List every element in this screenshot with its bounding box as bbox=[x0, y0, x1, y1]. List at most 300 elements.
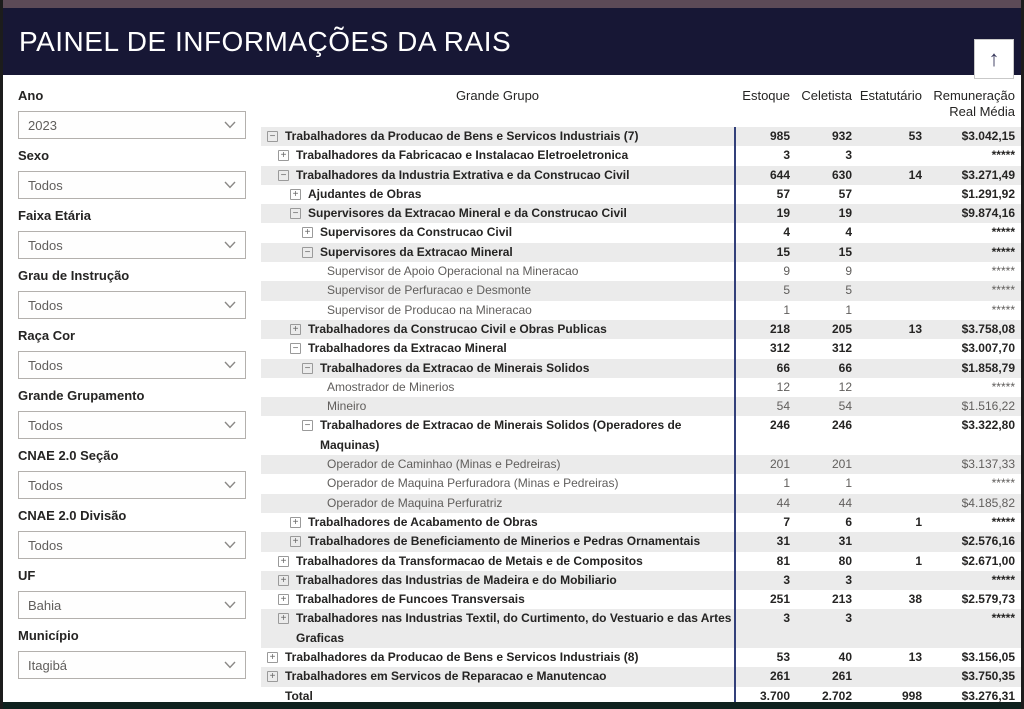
estoque-value: 261 bbox=[769, 669, 790, 684]
expand-icon[interactable]: + bbox=[302, 227, 313, 238]
row-values bbox=[734, 609, 1021, 648]
estatutario-value bbox=[852, 146, 922, 165]
row-label-cell bbox=[261, 513, 734, 532]
dropdown-selected-value: Todos bbox=[28, 417, 63, 433]
estatutario-value bbox=[852, 223, 922, 242]
estoque-value: 3.700 bbox=[759, 688, 790, 702]
row-label: Trabalhadores de Funcoes Transversais bbox=[296, 592, 525, 607]
row-values bbox=[734, 513, 1021, 532]
row-label-cell bbox=[261, 494, 734, 513]
celetista-value: 3 bbox=[845, 611, 852, 626]
celetista-value: 57 bbox=[838, 186, 852, 201]
table-row[interactable] bbox=[261, 339, 1021, 358]
scroll-to-top-button[interactable] bbox=[974, 39, 1014, 79]
table-row[interactable] bbox=[261, 590, 1021, 609]
filter-group-grau-de-instrucao bbox=[18, 268, 261, 319]
estatutario-value bbox=[852, 281, 922, 300]
estatutario-value bbox=[852, 262, 922, 281]
estoque-value: 66 bbox=[776, 360, 790, 375]
column-header-celetista[interactable]: Celetista bbox=[801, 88, 852, 103]
row-label-cell bbox=[261, 648, 734, 667]
filter-label-grande-grupamento: Grande Grupamento bbox=[18, 388, 145, 403]
grande-grupamento-dropdown[interactable] bbox=[18, 411, 246, 439]
remuneracao-value: $3.276,31 bbox=[961, 688, 1015, 702]
estatutario-value: 13 bbox=[908, 650, 922, 665]
table-row[interactable] bbox=[261, 494, 1021, 513]
dropdown-selected-value: Bahia bbox=[28, 597, 62, 613]
celetista-value: 66 bbox=[838, 360, 852, 375]
dropdown-selected-value: Todos bbox=[28, 177, 63, 193]
table-row[interactable] bbox=[261, 185, 1021, 204]
celetista-value: 3 bbox=[845, 148, 852, 163]
filter-label-sexo: Sexo bbox=[18, 148, 50, 163]
estoque-value: 985 bbox=[769, 129, 790, 143]
sexo-dropdown[interactable] bbox=[18, 171, 246, 199]
expand-icon[interactable]: + bbox=[290, 189, 301, 200]
celetista-value: 31 bbox=[838, 534, 852, 549]
remuneracao-value: $9.874,16 bbox=[961, 206, 1015, 221]
chevron-down-icon bbox=[224, 241, 236, 249]
uf-dropdown[interactable] bbox=[18, 591, 246, 619]
row-label-cell bbox=[261, 127, 734, 146]
estatutario-value bbox=[852, 494, 922, 513]
remuneracao-value: ***** bbox=[991, 283, 1015, 298]
celetista-value: 630 bbox=[831, 167, 852, 182]
estatutario-value bbox=[852, 609, 922, 648]
celetista-value: 19 bbox=[838, 206, 852, 221]
filter-group-cnae-secao bbox=[18, 448, 261, 499]
estatutario-value bbox=[852, 571, 922, 590]
row-values bbox=[734, 301, 1021, 320]
expand-icon[interactable]: + bbox=[278, 575, 289, 586]
estoque-value: 3 bbox=[783, 572, 790, 587]
row-label: Trabalhadores de Beneficiamento de Minerios e Pedras Ornamentais bbox=[308, 534, 701, 549]
filter-label-raca-cor: Raça Cor bbox=[18, 328, 76, 343]
table-total-row[interactable] bbox=[261, 687, 1021, 702]
ano-dropdown[interactable] bbox=[18, 111, 246, 139]
table-row[interactable] bbox=[261, 513, 1021, 532]
row-label-cell bbox=[261, 609, 734, 648]
celetista-value: 5 bbox=[845, 283, 852, 298]
row-label-cell bbox=[261, 262, 734, 281]
row-label: Trabalhadores da Extracao de Minerais Solidos bbox=[320, 360, 590, 375]
estoque-value: 251 bbox=[769, 592, 790, 607]
collapse-icon[interactable]: − bbox=[290, 343, 301, 354]
filter-group-ano bbox=[18, 88, 261, 139]
expand-icon[interactable]: + bbox=[278, 556, 289, 567]
row-values bbox=[734, 552, 1021, 571]
expand-icon[interactable]: + bbox=[290, 324, 301, 335]
row-label: Trabalhadores de Extracao de Minerais Solidos (Operadores de Maquinas) bbox=[320, 418, 682, 452]
estoque-value: 201 bbox=[769, 457, 790, 472]
row-values bbox=[734, 455, 1021, 474]
collapse-icon[interactable]: − bbox=[278, 170, 289, 181]
estatutario-value bbox=[852, 359, 922, 378]
row-values bbox=[734, 127, 1021, 146]
collapse-icon[interactable]: − bbox=[290, 208, 301, 219]
filter-group-cnae-divisao bbox=[18, 508, 261, 559]
table-row[interactable] bbox=[261, 474, 1021, 493]
remuneracao-value: $3.137,33 bbox=[961, 457, 1015, 472]
estatutario-value bbox=[852, 301, 922, 320]
celetista-value: 15 bbox=[838, 244, 852, 259]
table-row[interactable] bbox=[261, 359, 1021, 378]
dropdown-selected-value: Todos bbox=[28, 237, 63, 253]
row-label-cell bbox=[261, 552, 734, 571]
remuneracao-value: ***** bbox=[991, 302, 1015, 317]
row-label: Trabalhadores das Industrias de Madeira e do Mobiliario bbox=[296, 572, 617, 587]
row-label: Supervisor de Perfuracao e Desmonte bbox=[327, 283, 532, 298]
page-title: PAINEL DE INFORMAÇÕES DA RAIS bbox=[19, 25, 512, 57]
chevron-down-icon bbox=[224, 541, 236, 549]
chevron-down-icon bbox=[224, 481, 236, 489]
row-values bbox=[734, 359, 1021, 378]
collapse-icon[interactable]: − bbox=[267, 131, 278, 142]
row-values bbox=[734, 166, 1021, 185]
table-row[interactable] bbox=[261, 243, 1021, 262]
estoque-value: 312 bbox=[769, 341, 790, 356]
estatutario-value bbox=[852, 667, 922, 686]
table-row[interactable] bbox=[261, 648, 1021, 667]
table-row[interactable] bbox=[261, 166, 1021, 185]
estoque-value: 53 bbox=[776, 650, 790, 665]
table-row[interactable] bbox=[261, 262, 1021, 281]
chevron-down-icon bbox=[224, 361, 236, 369]
row-label: Trabalhadores da Construcao Civil e Obras Publicas bbox=[308, 321, 607, 336]
remuneracao-value: $1.516,22 bbox=[961, 399, 1015, 414]
estoque-value: 218 bbox=[769, 321, 790, 336]
estoque-value: 246 bbox=[769, 418, 790, 433]
numeric-headers bbox=[734, 85, 1021, 127]
column-header-grande-grupo[interactable]: Grande Grupo bbox=[455, 88, 540, 103]
up-arrow-icon: ↑ bbox=[988, 46, 1000, 71]
estoque-value: 54 bbox=[776, 399, 790, 414]
celetista-value: 40 bbox=[838, 650, 852, 665]
estatutario-value bbox=[852, 416, 922, 455]
estatutario-value bbox=[852, 397, 922, 416]
bottom-accent-strip bbox=[3, 702, 1021, 709]
remuneracao-value: $2.671,00 bbox=[961, 553, 1015, 568]
estoque-value: 19 bbox=[776, 206, 790, 221]
remuneracao-value: $3.758,08 bbox=[961, 321, 1015, 336]
row-label: Supervisor de Producao na Mineracao bbox=[327, 302, 532, 317]
row-values bbox=[734, 532, 1021, 551]
cnae-secao-dropdown[interactable] bbox=[18, 471, 246, 499]
row-label: Trabalhadores da Extracao Mineral bbox=[308, 341, 507, 356]
chevron-down-icon bbox=[224, 421, 236, 429]
estatutario-value: 1 bbox=[915, 514, 922, 529]
chevron-down-icon bbox=[224, 661, 236, 669]
row-values bbox=[734, 667, 1021, 686]
row-values bbox=[734, 204, 1021, 223]
celetista-value: 6 bbox=[845, 514, 852, 529]
row-values bbox=[734, 571, 1021, 590]
celetista-value: 1 bbox=[845, 302, 852, 317]
celetista-value: 80 bbox=[838, 553, 852, 568]
row-label: Supervisores da Extracao Mineral e da Construcao Civil bbox=[308, 206, 627, 221]
row-label-cell bbox=[261, 281, 734, 300]
estoque-value: 4 bbox=[783, 225, 790, 240]
chevron-down-icon bbox=[224, 601, 236, 609]
column-header-remuneracao[interactable]: Remuneração Real Média bbox=[933, 88, 1015, 119]
celetista-value: 54 bbox=[838, 399, 852, 414]
table-row[interactable] bbox=[261, 397, 1021, 416]
matrix-visual bbox=[261, 75, 1021, 702]
filter-label-cnae-divisao: CNAE 2.0 Divisão bbox=[18, 508, 127, 523]
content-area bbox=[3, 75, 1021, 702]
table-row[interactable] bbox=[261, 127, 1021, 146]
chevron-down-icon bbox=[224, 301, 236, 309]
filter-group-municipio bbox=[18, 628, 261, 679]
row-values bbox=[734, 262, 1021, 281]
filter-label-ano: Ano bbox=[18, 88, 44, 103]
row-label: Trabalhadores de Acabamento de Obras bbox=[308, 514, 538, 529]
faixa-etaria-dropdown[interactable] bbox=[18, 231, 246, 259]
table-row[interactable] bbox=[261, 378, 1021, 397]
table-row[interactable] bbox=[261, 204, 1021, 223]
expand-icon[interactable]: + bbox=[278, 150, 289, 161]
estoque-value: 644 bbox=[769, 167, 790, 182]
app-header bbox=[3, 8, 1021, 75]
estoque-value: 1 bbox=[783, 476, 790, 491]
row-label-cell bbox=[261, 223, 734, 242]
estoque-value: 31 bbox=[776, 534, 790, 549]
remuneracao-value: $4.185,82 bbox=[961, 495, 1015, 510]
remuneracao-value: $2.576,16 bbox=[961, 534, 1015, 549]
remuneracao-value: $3.042,15 bbox=[961, 129, 1015, 143]
expand-icon[interactable]: + bbox=[290, 536, 301, 547]
remuneracao-value: ***** bbox=[991, 264, 1015, 279]
table-header-row bbox=[261, 85, 1021, 127]
chevron-down-icon bbox=[224, 181, 236, 189]
estoque-value: 9 bbox=[783, 264, 790, 279]
row-label: Operador de Maquina Perfuradora (Minas e Pedreiras) bbox=[327, 476, 619, 491]
table-row[interactable] bbox=[261, 455, 1021, 474]
row-label: Supervisor de Apoio Operacional na Mineracao bbox=[327, 264, 579, 279]
celetista-value: 213 bbox=[831, 592, 852, 607]
remuneracao-value: ***** bbox=[991, 514, 1015, 529]
celetista-value: 312 bbox=[831, 341, 852, 356]
row-values bbox=[734, 320, 1021, 339]
celetista-value: 932 bbox=[831, 129, 852, 143]
remuneracao-value: ***** bbox=[991, 611, 1015, 626]
row-values bbox=[734, 687, 1021, 702]
filter-group-faixa-etaria bbox=[18, 208, 261, 259]
estoque-value: 3 bbox=[783, 611, 790, 626]
row-label-cell bbox=[261, 455, 734, 474]
estatutario-value bbox=[852, 474, 922, 493]
table-row[interactable] bbox=[261, 552, 1021, 571]
row-label: Operador de Maquina Perfuratriz bbox=[327, 495, 503, 510]
filter-group-grande-grupamento bbox=[18, 388, 261, 439]
estatutario-value bbox=[852, 243, 922, 262]
row-label: Supervisores da Construcao Civil bbox=[320, 225, 513, 240]
celetista-value: 201 bbox=[831, 457, 852, 472]
expand-icon[interactable]: + bbox=[278, 613, 289, 624]
row-values bbox=[734, 281, 1021, 300]
row-label-cell bbox=[261, 204, 734, 223]
table-row[interactable] bbox=[261, 320, 1021, 339]
table-row[interactable] bbox=[261, 281, 1021, 300]
row-values bbox=[734, 494, 1021, 513]
row-values bbox=[734, 474, 1021, 493]
collapse-icon[interactable]: − bbox=[302, 247, 313, 258]
row-label-cell bbox=[261, 166, 734, 185]
estoque-value: 7 bbox=[783, 514, 790, 529]
chevron-down-icon bbox=[224, 121, 236, 129]
cnae-divisao-dropdown[interactable] bbox=[18, 531, 246, 559]
remuneracao-value: $3.007,70 bbox=[961, 341, 1015, 356]
row-label: Mineiro bbox=[327, 399, 367, 414]
filter-sidebar bbox=[3, 75, 261, 702]
table-row[interactable] bbox=[261, 416, 1021, 455]
remuneracao-value: ***** bbox=[991, 379, 1015, 394]
row-values bbox=[734, 243, 1021, 262]
table-row[interactable] bbox=[261, 301, 1021, 320]
table-row[interactable] bbox=[261, 223, 1021, 242]
remuneracao-value: $3.750,35 bbox=[961, 669, 1015, 684]
dropdown-selected-value: Todos bbox=[28, 537, 63, 553]
row-label-cell bbox=[261, 416, 734, 455]
row-label: Trabalhadores da Industria Extrativa e da Construcao Civil bbox=[296, 167, 630, 182]
estatutario-value bbox=[852, 185, 922, 204]
row-label: Amostrador de Minerios bbox=[327, 379, 455, 394]
estoque-value: 1 bbox=[783, 302, 790, 317]
estatutario-value bbox=[852, 339, 922, 358]
estatutario-value: 14 bbox=[908, 167, 922, 182]
row-label-cell bbox=[261, 397, 734, 416]
row-values bbox=[734, 185, 1021, 204]
row-label-cell bbox=[261, 339, 734, 358]
table-row[interactable] bbox=[261, 532, 1021, 551]
row-label-cell bbox=[261, 667, 734, 686]
municipio-dropdown[interactable] bbox=[18, 651, 246, 679]
column-header-estatutario[interactable]: Estatutário bbox=[859, 88, 922, 103]
row-label-cell bbox=[261, 474, 734, 493]
row-values bbox=[734, 378, 1021, 397]
estatutario-value bbox=[852, 455, 922, 474]
row-label-cell bbox=[261, 571, 734, 590]
filter-label-grau-de-instrucao: Grau de Instrução bbox=[18, 268, 130, 283]
dropdown-selected-value: Itagibá bbox=[28, 657, 68, 673]
row-label-cell bbox=[261, 185, 734, 204]
row-label-cell bbox=[261, 146, 734, 165]
remuneracao-value: $3.322,80 bbox=[961, 418, 1015, 433]
row-label-cell bbox=[261, 359, 734, 378]
filter-label-faixa-etaria: Faixa Etária bbox=[18, 208, 91, 223]
estatutario-value: 13 bbox=[908, 321, 922, 336]
remuneracao-value: $2.579,73 bbox=[961, 592, 1015, 607]
remuneracao-value: ***** bbox=[991, 225, 1015, 240]
estoque-value: 15 bbox=[776, 244, 790, 259]
celetista-value: 44 bbox=[838, 495, 852, 510]
estoque-value: 81 bbox=[776, 553, 790, 568]
celetista-value: 4 bbox=[845, 225, 852, 240]
row-values bbox=[734, 416, 1021, 455]
estatutario-value bbox=[852, 204, 922, 223]
row-label: Trabalhadores da Producao de Bens e Servicos Industriais (7) bbox=[285, 129, 639, 143]
estatutario-value bbox=[852, 378, 922, 397]
celetista-value: 246 bbox=[831, 418, 852, 433]
row-label-cell bbox=[261, 687, 734, 702]
celetista-value: 261 bbox=[831, 669, 852, 684]
row-values bbox=[734, 146, 1021, 165]
estatutario-value bbox=[852, 532, 922, 551]
row-label-cell bbox=[261, 378, 734, 397]
collapse-icon[interactable]: − bbox=[302, 363, 313, 374]
table-row[interactable] bbox=[261, 146, 1021, 165]
raca-cor-dropdown[interactable] bbox=[18, 351, 246, 379]
remuneracao-value: $3.156,05 bbox=[961, 650, 1015, 665]
row-label-cell bbox=[261, 301, 734, 320]
row-values bbox=[734, 590, 1021, 609]
estoque-value: 5 bbox=[783, 283, 790, 298]
row-label: Trabalhadores da Producao de Bens e Servicos Industriais (8) bbox=[285, 650, 639, 665]
top-accent-strip bbox=[3, 0, 1021, 8]
remuneracao-value: ***** bbox=[991, 244, 1015, 259]
expand-icon[interactable]: + bbox=[267, 671, 278, 682]
celetista-value: 2.702 bbox=[821, 688, 852, 702]
remuneracao-value: $1.858,79 bbox=[961, 360, 1015, 375]
dropdown-selected-value: Todos bbox=[28, 297, 63, 313]
row-label: Trabalhadores da Transformacao de Metais e de Compositos bbox=[296, 553, 643, 568]
row-label: Operador de Caminhao (Minas e Pedreiras) bbox=[327, 457, 561, 472]
remuneracao-value: $3.271,49 bbox=[961, 167, 1015, 182]
row-label-cell bbox=[261, 320, 734, 339]
row-values bbox=[734, 223, 1021, 242]
expand-icon[interactable]: + bbox=[290, 517, 301, 528]
table-body bbox=[261, 127, 1021, 702]
collapse-icon[interactable]: − bbox=[302, 420, 313, 431]
celetista-value: 9 bbox=[845, 264, 852, 279]
estatutario-value: 1 bbox=[915, 553, 922, 568]
expand-icon[interactable]: + bbox=[267, 652, 278, 663]
remuneracao-value: ***** bbox=[991, 572, 1015, 587]
column-header-estoque[interactable]: Estoque bbox=[742, 88, 790, 103]
filter-label-municipio: Município bbox=[18, 628, 79, 643]
row-values bbox=[734, 339, 1021, 358]
filter-group-raca-cor bbox=[18, 328, 261, 379]
table-row[interactable] bbox=[261, 609, 1021, 648]
table-row[interactable] bbox=[261, 571, 1021, 590]
dropdown-selected-value: Todos bbox=[28, 477, 63, 493]
row-label-cell bbox=[261, 590, 734, 609]
dropdown-selected-value: 2023 bbox=[28, 117, 57, 133]
row-label: Supervisores da Extracao Mineral bbox=[320, 244, 513, 259]
filter-group-sexo bbox=[18, 148, 261, 199]
estatutario-value: 998 bbox=[901, 688, 922, 702]
remuneracao-value: ***** bbox=[991, 476, 1015, 491]
expand-icon[interactable]: + bbox=[278, 594, 289, 605]
grau-de-instrucao-dropdown[interactable] bbox=[18, 291, 246, 319]
row-label: Ajudantes de Obras bbox=[308, 186, 422, 201]
estoque-value: 12 bbox=[776, 379, 790, 394]
celetista-value: 1 bbox=[845, 476, 852, 491]
celetista-value: 205 bbox=[831, 321, 852, 336]
row-label: Trabalhadores nas Industrias Textil, do Curtimento, do Vestuario e das Artes Graficas bbox=[296, 611, 732, 645]
estoque-value: 3 bbox=[783, 148, 790, 163]
filter-label-cnae-secao: CNAE 2.0 Seção bbox=[18, 448, 119, 463]
row-values bbox=[734, 397, 1021, 416]
celetista-value: 3 bbox=[845, 572, 852, 587]
estoque-value: 57 bbox=[776, 186, 790, 201]
estoque-value: 44 bbox=[776, 495, 790, 510]
row-label: Trabalhadores em Servicos de Reparacao e Manutencao bbox=[285, 669, 607, 684]
estatutario-value: 38 bbox=[908, 592, 922, 607]
filter-group-uf bbox=[18, 568, 261, 619]
table-row[interactable] bbox=[261, 667, 1021, 686]
celetista-value: 12 bbox=[838, 379, 852, 394]
